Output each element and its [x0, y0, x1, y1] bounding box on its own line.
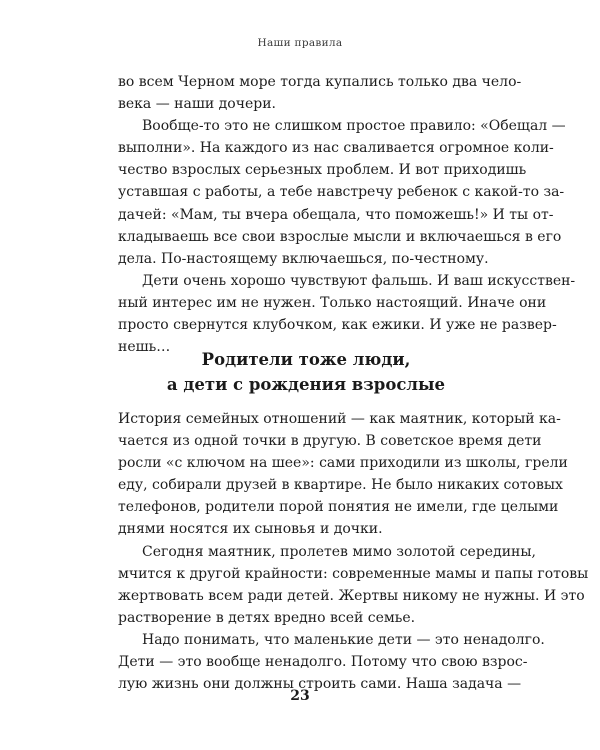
text-line: мчится к другой крайности: современные мамы и папы готовы — [118, 565, 589, 582]
text-line: Дети — это вообще ненадолго. Потому что свою взрос- — [118, 654, 528, 671]
heading-line: а дети с рождения взрослые — [166, 375, 446, 394]
text-line: История семейных отношений — как маятник, который ка- — [118, 411, 561, 427]
text-line: нешь… — [118, 339, 171, 356]
text-line: росли «с ключом на шее»: сами приходили из школы, грели — [118, 455, 568, 472]
text-line: выполни». На каждого из нас сваливается огромное коли- — [118, 140, 554, 157]
page-number: 23 — [290, 688, 310, 704]
text-line: ный интерес им не нужен. Только настоящий. Иначе они — [118, 294, 547, 311]
text-line: растворение в детях вредно всей семье. — [118, 609, 416, 626]
text-line: просто свернутся клубочком, как ежики. И уже не развер- — [118, 317, 557, 334]
body-text-section-2 — [118, 408, 589, 695]
text-line: еду, собирали друзей в квартире. Не было никаких сотовых — [118, 477, 563, 494]
text-line: кладываешь все свои взрослые мысли и включаешься в его — [118, 228, 562, 245]
text-line: днями носятся их сыновья и дочки. — [118, 521, 383, 538]
text-line: Сегодня маятник, пролетев мимо золотой середины, — [142, 543, 536, 560]
text-line: дела. По-настоящему включаешься, по-честному. — [118, 250, 489, 267]
text-line: Надо понимать, что маленькие дети — это ненадолго. — [142, 631, 545, 648]
text-line: жертвовать всем ради детей. Жертвы никому не нужны. И это — [118, 587, 585, 604]
text-line: уставшая с работы, а тебе навстречу ребенок с какой-то за- — [118, 184, 565, 201]
text-line: дачей: «Мам, ты вчера обещала, что поможешь!» И ты от- — [118, 206, 554, 223]
text-line: чается из одной точки в другую. В советское время дети — [118, 433, 542, 450]
heading-line: Родители тоже люди, — [201, 350, 411, 369]
section-heading — [118, 347, 494, 397]
text-line: во всем Черном море тогда купались только два чело- — [118, 74, 522, 90]
text-line: Дети очень хорошо чувствуют фальшь. И ваш искусствен- — [142, 272, 576, 289]
body-text-section-1 — [118, 71, 576, 358]
running-head: Наши правила — [257, 37, 343, 49]
text-line: века — наши дочери. — [118, 96, 276, 113]
text-line: лую жизнь они должны строить сами. Наша задача — — [118, 676, 522, 693]
text-line: телефонов, родители порой понятия не имели, где целыми — [118, 499, 559, 516]
text-line: Вообще-то это не слишком простое правило: «Обещал — — [142, 118, 566, 135]
text-line: чество взрослых серьезных проблем. И вот приходишь — [118, 162, 527, 179]
